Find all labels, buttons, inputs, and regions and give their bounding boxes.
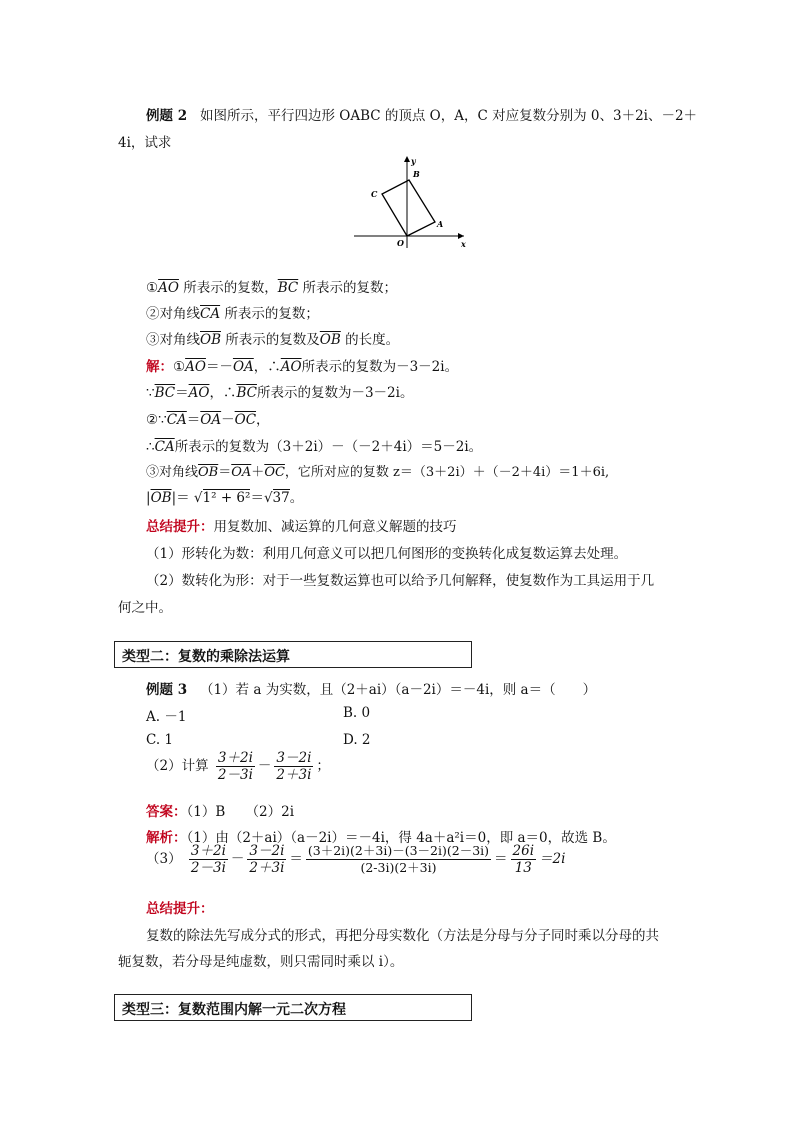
an-f4-num: 26i: [512, 843, 535, 859]
sol-l5-b: ，它所对应的复数 z＝（3＋2i）＋（－2＋4i）＝1＋6i,: [284, 465, 610, 480]
sol-l1-c: 所表示的复数为－3－2i。: [301, 359, 459, 375]
sol-l2-v1: $\overline{BC}$: [154, 385, 176, 401]
example3-text: （1）若 a 为实数，且（2＋ai）（a－2i）＝－4i，则 a＝（ ）: [199, 682, 597, 698]
sol-l5-p: ＋: [251, 465, 265, 480]
example2-line2: [118, 131, 171, 151]
solution-line-6: $|\overline{OB}|= √1^2 + 6^2=√37$。: [146, 490, 304, 506]
summary1-label: 总结提升：: [146, 519, 214, 535]
an-fraction-2: [247, 843, 286, 876]
sol-l6-end: 。: [289, 490, 304, 506]
sol-l3-v1: $\overline{CA}$: [166, 412, 187, 428]
summary2-p1: 复数的除法先写成分式的形式，再把分母实数化（方法是分母与分子同时乘以分母的共: [146, 928, 659, 944]
sol-l1-eq: ＝－: [205, 359, 233, 375]
example2-line1: [146, 104, 697, 124]
sol-l3-a: ②∵: [146, 412, 167, 428]
answer-line: [146, 800, 294, 820]
sol-l2-eq: ＝: [175, 385, 189, 401]
ex3-minus: －: [257, 758, 272, 774]
an-minus: －: [230, 851, 245, 867]
analysis-part3: [146, 843, 565, 876]
summary1-p2-cont: 何之中。: [118, 600, 172, 616]
point-c-label: C: [371, 189, 378, 199]
y-axis-arrow: [404, 156, 410, 162]
solution-line-2: [146, 381, 413, 401]
example2-label: 例题 2: [146, 108, 188, 124]
ex3-f1-den: 2－3i: [217, 767, 253, 783]
an-f2-den: 2＋3i: [249, 860, 285, 876]
sol-l3-m: －: [221, 412, 235, 428]
sol-l1-v3: $\overline{AO}$: [280, 359, 302, 375]
q3-num: ③对角线: [146, 332, 200, 348]
ex3-part2-label: （2）计算: [146, 758, 209, 774]
summary1-heading: [146, 515, 457, 535]
summary2-heading: [146, 897, 214, 917]
example3-part2: [146, 750, 330, 783]
sol-l2-v3: $\overline{BC}$: [236, 385, 257, 401]
sol-l5-v3: $\overline{OC}$: [264, 465, 285, 480]
example2-intro: 如图所示，平行四边形 OABC 的顶点 O，A，C 对应复数分别为 0、3＋2i、－2＋: [199, 108, 698, 124]
an-eq3: ＝2i: [539, 851, 566, 867]
point-a-label: A: [437, 219, 444, 229]
parallelogram-oabc: [382, 180, 435, 236]
solution-line-5: [146, 461, 609, 480]
an-fraction-1: [189, 843, 228, 876]
point-o-label: O: [397, 238, 404, 248]
sol-l3-eq: ＝: [186, 412, 201, 428]
sol-l4-a: ∴: [146, 439, 155, 455]
type2-heading-box: [114, 641, 472, 668]
sol-l3-b: ，: [256, 412, 270, 428]
sol-l2-a: ∵: [146, 385, 155, 401]
example3-line: [146, 678, 596, 698]
sol-l3-v2: $\overline{OA}$: [200, 412, 222, 428]
sol-l3-v3: $\overline{OC}$: [234, 412, 257, 428]
analysis-label: 解析：: [146, 830, 187, 846]
solution-line-4: [146, 435, 482, 455]
an-f1-den: 2－3i: [190, 860, 226, 876]
an-fraction-4: [511, 843, 537, 876]
example3-label: 例题 3: [146, 682, 188, 698]
question-2: [146, 302, 319, 322]
y-label: y: [411, 156, 416, 166]
example2-intro-cont: 4i，试求: [118, 135, 172, 151]
sol-l2-b: ，∴: [209, 385, 237, 401]
q2-text: 所表示的复数；: [224, 306, 319, 322]
solution-line-3: [146, 408, 270, 428]
answer-text: （1）B （2）2i: [186, 804, 295, 820]
an-fraction-3: [306, 843, 491, 876]
summary2-label: 总结提升：: [146, 901, 214, 917]
vector-bc: $\overline{BC}$: [277, 280, 299, 296]
q1-text: 所表示的复数，: [183, 280, 278, 296]
q1-text2: 所表示的复数；: [302, 280, 398, 296]
ex3-fraction-1: [216, 750, 255, 783]
vector-ob-2: $\overline{OB}$: [319, 332, 341, 348]
sol-l5-v2: $\overline{OA}$: [231, 465, 252, 480]
analysis-p3-label: （3）: [146, 851, 182, 867]
question-1: [146, 276, 397, 296]
sol-l6-eq2: ＝: [250, 490, 264, 506]
summary1-p2: （2）数转化为形：对于一些复数运算也可以给予几何解释，使复数作为工具运用于几: [146, 573, 655, 589]
sol-l5-a: ③对角线: [146, 465, 199, 480]
sol-l5-v1: $\overline{OB}$: [198, 465, 219, 480]
ex3-f2-num: 3－2i: [276, 750, 312, 766]
sol-l2-v2: $\overline{AO}$: [188, 385, 210, 401]
option-d: D. 2: [343, 732, 371, 748]
vector-ao: $\overline{AO}$: [158, 280, 179, 296]
sol-l6-v: $\overline{OB}$: [150, 490, 172, 506]
an-f3-num: (3＋2i)(2＋3i)－(3－2i)(2－3i): [307, 843, 490, 858]
sol-l1-a: ①: [173, 359, 186, 375]
sol-l2-c: 所表示的复数为－3－2i。: [256, 385, 414, 401]
type2-title: 类型二：复数的乘除法运算: [122, 649, 290, 665]
solution-label: 解：: [146, 359, 173, 375]
summary1-text: 用复数加、减运算的几何意义解题的技巧: [213, 519, 457, 535]
answer-label: 答案：: [146, 804, 187, 820]
x-label: x: [461, 239, 466, 249]
question-3: [146, 328, 399, 348]
type3-heading-box: [114, 994, 472, 1021]
sol-l4-b: 所表示的复数为（3＋2i）－（－2＋4i）＝5－2i。: [174, 439, 483, 455]
ex3-f1-num: 3＋2i: [217, 750, 253, 766]
sol-l6-eq1: ＝: [176, 490, 190, 506]
q3-text: 所表示的复数及: [225, 332, 320, 348]
option-b: B. 0: [343, 705, 371, 721]
vector-ob: $\overline{OB}$: [200, 332, 221, 348]
vector-ca: $\overline{CA}$: [200, 306, 221, 322]
sol-l5-eq: ＝: [218, 465, 232, 480]
q1-num: ①: [146, 280, 159, 296]
ex3-end: ；: [316, 758, 330, 774]
option-a: A. －1: [146, 709, 187, 725]
solution-line-1: [146, 355, 458, 375]
summary1-p1: （1）形转化为数：利用几何意义可以把几何图形的变换转化成复数运算去处理。: [146, 546, 628, 562]
ex3-fraction-2: [274, 750, 313, 783]
an-eq: ＝: [289, 851, 303, 867]
an-f2-num: 3－2i: [249, 843, 285, 859]
option-c: C. 1: [146, 732, 174, 748]
an-eq2: ＝: [494, 851, 508, 867]
sol-l1-v2: $\overline{OA}$: [232, 359, 254, 375]
sol-l1-b: ，∴: [253, 359, 281, 375]
sol-l6-root1: 1² + 6²: [202, 490, 251, 506]
point-b-label: B: [413, 169, 420, 179]
an-f3-den: (2-3i)(2＋3i): [360, 860, 437, 875]
an-f1-num: 3＋2i: [190, 843, 226, 859]
an-f4-den: 13: [514, 860, 532, 876]
sol-l6-root2: 37: [272, 490, 290, 506]
analysis-text: （1）由（2＋ai）（a－2i）＝－4i，得 4a＋a²i＝0，即 a＝0，故选 B。: [186, 830, 616, 846]
summary2-p2: 轭复数，若分母是纯虚数，则只需同时乘以 i）。: [118, 954, 404, 970]
ex3-f2-den: 2＋3i: [276, 767, 312, 783]
q2-num: ②对角线: [146, 306, 200, 322]
sol-l4-v1: $\overline{CA}$: [154, 439, 175, 455]
parallelogram-figure: [352, 152, 472, 252]
q3-text2: 的长度。: [345, 332, 400, 348]
type3-title: 类型三：复数范围内解一元二次方程: [122, 1002, 346, 1018]
sol-l1-v1: $\overline{AO}$: [185, 359, 206, 375]
